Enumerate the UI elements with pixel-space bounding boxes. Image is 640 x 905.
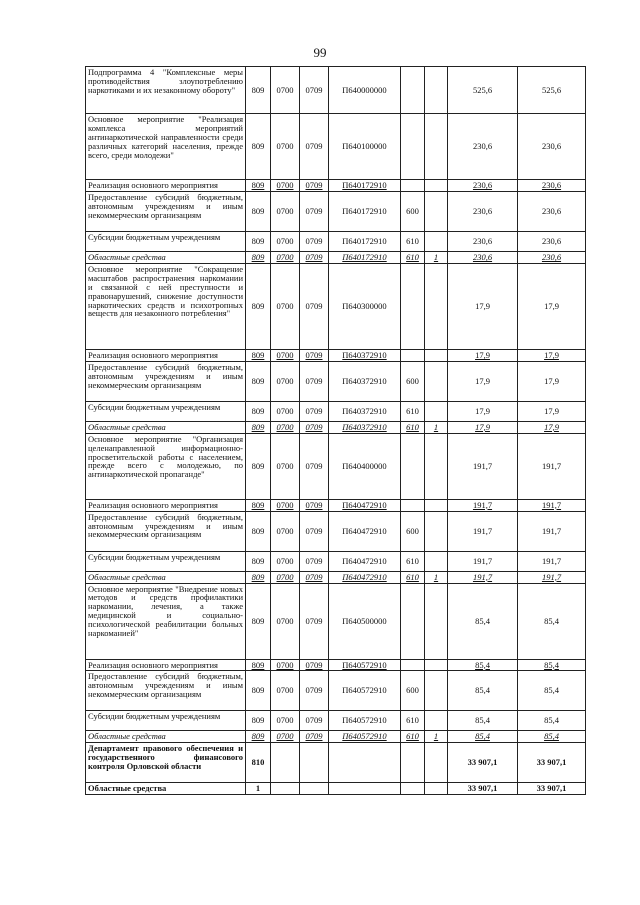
table-row [86,671,586,711]
table-row [86,743,586,783]
cell-expense-type-code: 610 [401,551,425,571]
cell-amount-second: 230,6 [518,251,586,263]
cell-target-article-code: П640172910 [329,180,401,192]
cell-target-article-code: П640172910 [329,251,401,263]
cell-target-article-code: П640100000 [329,114,401,180]
cell-amount-second: 191,7 [518,551,586,571]
cell-grbs-code: 809 [246,583,271,659]
cell-expense-type-code: 600 [401,191,425,231]
cell-row-name: Предоставление субсидий бюджетным, автономным учреждениям и иным некоммерческим организациям [86,361,246,401]
cell-expense-type-code [401,67,425,114]
cell-grbs-code: 809 [246,67,271,114]
cell-row-name: Субсидии бюджетным учреждениям [86,551,246,571]
cell-expense-type-code [401,499,425,511]
table-row [86,511,586,551]
cell-amount: 191,7 [448,511,518,551]
cell-source-code: 1 [425,421,448,433]
cell-amount: 33 907,1 [448,743,518,783]
cell-amount: 17,9 [448,361,518,401]
cell-amount-second: 33 907,1 [518,743,586,783]
cell-grbs-code: 809 [246,433,271,499]
cell-section-code: 0700 [271,263,300,349]
cell-amount-second: 17,9 [518,421,586,433]
cell-expense-type-code [401,659,425,671]
cell-amount-second: 525,6 [518,67,586,114]
cell-subsection-code [300,743,329,783]
cell-target-article-code: П640372910 [329,401,401,421]
cell-section-code: 0700 [271,67,300,114]
cell-section-code: 0700 [271,251,300,263]
cell-grbs-code: 809 [246,731,271,743]
cell-target-article-code: П640472910 [329,551,401,571]
cell-subsection-code: 0709 [300,571,329,583]
cell-row-name: Реализация основного мероприятия [86,659,246,671]
cell-target-article-code: П640472910 [329,511,401,551]
cell-row-name: Основное мероприятие "Сокращение масштабов распространения наркомании и связанной с ней преступности и правонарушений, снижение доступности наркотических средств и психотропных веществ для незаконного потребления" [86,263,246,349]
cell-target-article-code: П640572910 [329,671,401,711]
cell-target-article-code: П640172910 [329,191,401,231]
cell-section-code: 0700 [271,349,300,361]
cell-source-code [425,659,448,671]
cell-grbs-code: 809 [246,499,271,511]
cell-target-article-code: П640372910 [329,361,401,401]
table-row [86,180,586,192]
cell-target-article-code [329,743,401,783]
cell-expense-type-code [401,783,425,795]
cell-amount-second: 85,4 [518,711,586,731]
cell-grbs-code: 809 [246,361,271,401]
cell-target-article-code: П640172910 [329,231,401,251]
cell-expense-type-code: 610 [401,231,425,251]
cell-amount: 191,7 [448,571,518,583]
cell-source-code [425,114,448,180]
budget-table [85,66,586,795]
cell-grbs-code: 809 [246,349,271,361]
cell-grbs-code: 809 [246,251,271,263]
cell-expense-type-code [401,583,425,659]
cell-row-name: Предоставление субсидий бюджетным, автономным учреждениям и иным некоммерческим организациям [86,671,246,711]
cell-subsection-code: 0709 [300,361,329,401]
cell-target-article-code: П640572910 [329,731,401,743]
cell-expense-type-code: 610 [401,571,425,583]
cell-source-code [425,231,448,251]
cell-section-code: 0700 [271,191,300,231]
cell-amount-second: 85,4 [518,659,586,671]
cell-source-code [425,743,448,783]
cell-row-name: Подпрограмма 4 "Комплексные меры противодействия злоупотреблению наркотиками и их незаконному обороту" [86,67,246,114]
cell-source-code [425,511,448,551]
cell-amount-second: 230,6 [518,191,586,231]
cell-target-article-code [329,783,401,795]
cell-grbs-code: 809 [246,263,271,349]
cell-row-name: Областные средства [86,571,246,583]
cell-section-code: 0700 [271,499,300,511]
cell-subsection-code: 0709 [300,583,329,659]
cell-amount-second: 191,7 [518,499,586,511]
cell-row-name: Субсидии бюджетным учреждениям [86,231,246,251]
cell-source-code [425,180,448,192]
cell-row-name: Основное мероприятие "Организация целенаправленной информационно-просветительской работы с населением, прежде всего с молодежью, по антинаркотической пропаганде" [86,433,246,499]
cell-row-name: Областные средства [86,783,246,795]
cell-grbs-code: 810 [246,743,271,783]
table-row [86,231,586,251]
cell-grbs-code: 809 [246,191,271,231]
cell-subsection-code: 0709 [300,433,329,499]
cell-grbs-code: 809 [246,551,271,571]
cell-subsection-code: 0709 [300,499,329,511]
table-row [86,361,586,401]
cell-amount: 85,4 [448,671,518,711]
cell-subsection-code: 0709 [300,731,329,743]
cell-section-code: 0700 [271,671,300,711]
cell-expense-type-code [401,180,425,192]
cell-subsection-code: 0709 [300,421,329,433]
cell-grbs-code: 809 [246,511,271,551]
cell-section-code: 0700 [271,114,300,180]
table-row [86,499,586,511]
cell-amount-second: 191,7 [518,571,586,583]
table-row [86,349,586,361]
cell-row-name: Реализация основного мероприятия [86,180,246,192]
cell-amount: 230,6 [448,251,518,263]
cell-grbs-code: 809 [246,711,271,731]
cell-amount: 33 907,1 [448,783,518,795]
table-row [86,731,586,743]
table-row [86,263,586,349]
table-body [86,67,586,795]
cell-section-code: 0700 [271,401,300,421]
cell-expense-type-code: 600 [401,511,425,551]
cell-target-article-code: П640572910 [329,711,401,731]
cell-expense-type-code: 610 [401,251,425,263]
cell-expense-type-code: 610 [401,731,425,743]
table-row [86,421,586,433]
cell-section-code [271,743,300,783]
table-row [86,571,586,583]
table-row [86,191,586,231]
cell-expense-type-code: 610 [401,711,425,731]
cell-subsection-code: 0709 [300,180,329,192]
cell-section-code: 0700 [271,361,300,401]
cell-subsection-code: 0709 [300,263,329,349]
cell-source-code [425,499,448,511]
cell-subsection-code: 0709 [300,349,329,361]
table-row [86,433,586,499]
cell-row-name: Основное мероприятие "Внедрение новых методов и средств профилактики наркомании, лечения, а также медицинской и социально-психологической реабилитации больных наркоманией" [86,583,246,659]
cell-row-name: Субсидии бюджетным учреждениям [86,711,246,731]
cell-target-article-code: П640300000 [329,263,401,349]
cell-amount: 191,7 [448,433,518,499]
cell-grbs-code: 809 [246,231,271,251]
table-row [86,783,586,795]
cell-source-code [425,711,448,731]
table-row [86,114,586,180]
cell-expense-type-code: 610 [401,401,425,421]
cell-source-code: 1 [425,571,448,583]
cell-amount-second: 17,9 [518,401,586,421]
cell-row-name: Областные средства [86,731,246,743]
cell-amount: 85,4 [448,659,518,671]
cell-target-article-code: П640372910 [329,421,401,433]
cell-amount: 230,6 [448,180,518,192]
cell-source-code: 1 [425,251,448,263]
table-row [86,251,586,263]
cell-amount-second: 17,9 [518,349,586,361]
cell-row-name: Реализация основного мероприятия [86,499,246,511]
cell-amount-second: 17,9 [518,361,586,401]
table-row [86,659,586,671]
cell-expense-type-code: 600 [401,361,425,401]
cell-amount: 17,9 [448,401,518,421]
cell-section-code: 0700 [271,571,300,583]
cell-subsection-code: 0709 [300,251,329,263]
cell-grbs-code: 809 [246,571,271,583]
cell-expense-type-code: 600 [401,671,425,711]
cell-grbs-code: 809 [246,180,271,192]
cell-section-code: 0700 [271,231,300,251]
cell-amount-second: 230,6 [518,114,586,180]
cell-subsection-code: 0709 [300,551,329,571]
cell-expense-type-code [401,743,425,783]
cell-expense-type-code [401,433,425,499]
cell-subsection-code: 0709 [300,671,329,711]
cell-section-code: 0700 [271,511,300,551]
cell-expense-type-code [401,349,425,361]
cell-row-name: Основное мероприятие "Реализация комплекса мероприятий антинаркотической направленности среди различных категорий населения, прежде всего, среди молодежи" [86,114,246,180]
cell-target-article-code: П640400000 [329,433,401,499]
cell-subsection-code: 0709 [300,67,329,114]
cell-expense-type-code [401,263,425,349]
cell-subsection-code: 0709 [300,114,329,180]
cell-section-code: 0700 [271,551,300,571]
cell-source-code [425,401,448,421]
cell-target-article-code: П640572910 [329,659,401,671]
cell-amount-second: 85,4 [518,731,586,743]
cell-grbs-code: 809 [246,659,271,671]
cell-amount: 230,6 [448,191,518,231]
cell-expense-type-code: 610 [401,421,425,433]
cell-subsection-code: 0709 [300,191,329,231]
cell-amount-second: 230,6 [518,180,586,192]
cell-subsection-code: 0709 [300,711,329,731]
cell-source-code [425,583,448,659]
cell-amount: 85,4 [448,711,518,731]
cell-amount: 85,4 [448,731,518,743]
cell-section-code: 0700 [271,711,300,731]
cell-grbs-code: 809 [246,401,271,421]
cell-subsection-code: 0709 [300,511,329,551]
cell-grbs-code: 1 [246,783,271,795]
cell-target-article-code: П640472910 [329,571,401,583]
cell-row-name: Областные средства [86,421,246,433]
cell-section-code [271,783,300,795]
cell-source-code: 1 [425,731,448,743]
cell-amount: 230,6 [448,231,518,251]
cell-subsection-code [300,783,329,795]
cell-target-article-code: П640000000 [329,67,401,114]
cell-amount-second: 191,7 [518,433,586,499]
cell-amount: 191,7 [448,499,518,511]
cell-section-code: 0700 [271,583,300,659]
cell-row-name: Областные средства [86,251,246,263]
cell-amount-second: 230,6 [518,231,586,251]
cell-expense-type-code [401,114,425,180]
cell-grbs-code: 809 [246,114,271,180]
cell-section-code: 0700 [271,659,300,671]
cell-row-name: Реализация основного мероприятия [86,349,246,361]
cell-source-code [425,263,448,349]
cell-row-name: Предоставление субсидий бюджетным, автономным учреждениям и иным некоммерческим организациям [86,191,246,231]
cell-amount: 17,9 [448,263,518,349]
cell-row-name: Субсидии бюджетным учреждениям [86,401,246,421]
cell-amount-second: 85,4 [518,583,586,659]
cell-amount: 17,9 [448,349,518,361]
cell-subsection-code: 0709 [300,401,329,421]
page-number: 99 [313,45,327,60]
cell-amount-second: 17,9 [518,263,586,349]
cell-amount: 85,4 [448,583,518,659]
cell-section-code: 0700 [271,433,300,499]
cell-source-code [425,671,448,711]
table-row [86,401,586,421]
cell-amount: 230,6 [448,114,518,180]
cell-source-code [425,361,448,401]
cell-amount: 17,9 [448,421,518,433]
table-row [86,551,586,571]
table-row [86,711,586,731]
cell-source-code [425,433,448,499]
cell-subsection-code: 0709 [300,659,329,671]
cell-amount-second: 191,7 [518,511,586,551]
cell-row-name: Предоставление субсидий бюджетным, автономным учреждениям и иным некоммерческим организациям [86,511,246,551]
cell-grbs-code: 809 [246,671,271,711]
cell-source-code [425,551,448,571]
table-row [86,583,586,659]
cell-source-code [425,191,448,231]
cell-amount: 191,7 [448,551,518,571]
cell-section-code: 0700 [271,421,300,433]
cell-source-code [425,349,448,361]
cell-section-code: 0700 [271,180,300,192]
cell-subsection-code: 0709 [300,231,329,251]
cell-section-code: 0700 [271,731,300,743]
table-row [86,67,586,114]
cell-target-article-code: П640500000 [329,583,401,659]
cell-amount: 525,6 [448,67,518,114]
cell-source-code [425,67,448,114]
cell-target-article-code: П640372910 [329,349,401,361]
cell-source-code [425,783,448,795]
cell-target-article-code: П640472910 [329,499,401,511]
cell-amount-second: 85,4 [518,671,586,711]
cell-amount-second: 33 907,1 [518,783,586,795]
cell-grbs-code: 809 [246,421,271,433]
cell-row-name: Департамент правового обеспечения и государственного финансового контроля Орловской области [86,743,246,783]
